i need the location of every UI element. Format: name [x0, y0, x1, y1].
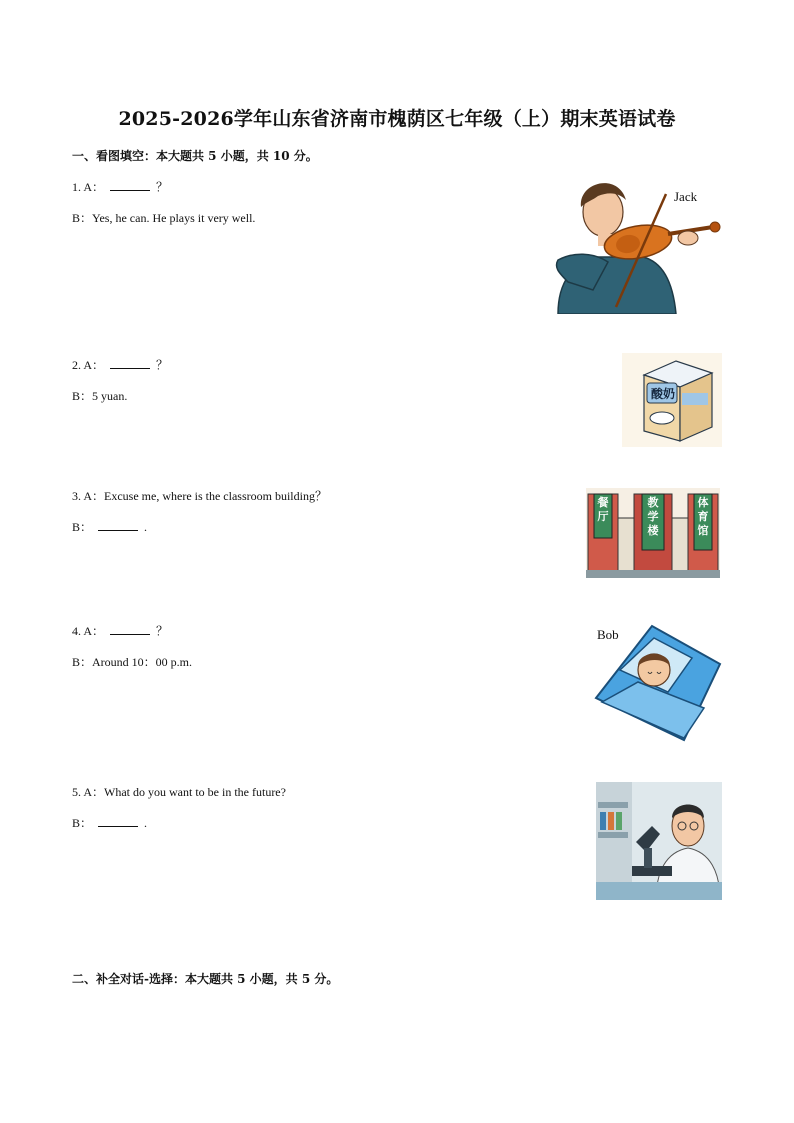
- q4-b-line: [72, 653, 192, 670]
- q3-blank[interactable]: [98, 519, 138, 531]
- section-2-heading: 二、补全对话-选择：本大题共 5 小题，共 5 分。: [72, 972, 339, 986]
- q3-a-line: [72, 487, 327, 504]
- q2-a-line: [72, 356, 168, 373]
- section-1-heading: 一、看图填空：本大题共 5 小题，共 10 分。: [72, 149, 318, 163]
- q2-blank[interactable]: [110, 357, 150, 369]
- q3-b-line: [72, 518, 147, 535]
- q5-blank[interactable]: [98, 815, 138, 827]
- q2-a-prefix: 2. A：: [72, 358, 105, 372]
- q1-b-prefix: B：: [72, 211, 93, 225]
- q4-b-text: Around 10：00 p.m.: [92, 655, 193, 669]
- yogurt-label: 酸奶: [650, 387, 675, 401]
- q4-a-suffix: ？: [156, 624, 169, 638]
- q1-a-line: [72, 178, 168, 195]
- q5-b-suffix: .: [144, 816, 148, 830]
- q5-a-text: What do you want to be in the future?: [104, 785, 286, 799]
- q3-b-suffix: .: [144, 520, 148, 534]
- bob-label: Bob: [597, 627, 619, 642]
- q4-b-prefix: B：: [72, 655, 93, 669]
- gym-label: 体育馆: [697, 496, 709, 537]
- q4-blank[interactable]: [110, 623, 150, 635]
- q3-a-text: Excuse me, where is the classroom building？: [104, 489, 327, 503]
- q2-b-line: [72, 387, 127, 404]
- q2-b-text: 5 yuan.: [92, 389, 128, 403]
- q5-b-line: [72, 814, 147, 831]
- q1-blank[interactable]: [110, 179, 150, 191]
- q1-b-text: Yes, he can. He plays it very well.: [92, 211, 256, 225]
- q4-a-prefix: 4. A：: [72, 624, 105, 638]
- scientist-picture: [596, 782, 722, 900]
- jack-label: Jack: [674, 189, 698, 204]
- q1-b-line: [72, 209, 255, 226]
- canteen-label: 餐厅: [597, 496, 609, 523]
- page-title: 2025-2026学年山东省济南市槐荫区七年级（上）期末英语试卷: [118, 108, 676, 130]
- teaching-building-label: 教学楼: [647, 496, 659, 537]
- q3-a-prefix: 3. A：: [72, 489, 105, 503]
- q3-b-prefix: B：: [72, 520, 93, 534]
- q5-a-prefix: 5. A：: [72, 785, 105, 799]
- q1-a-suffix: ？: [156, 180, 169, 194]
- scientist-illustration: [596, 782, 722, 900]
- q5-b-prefix: B：: [72, 816, 93, 830]
- q2-a-suffix: ？: [156, 358, 169, 372]
- school-buildings-picture: [586, 488, 720, 578]
- yogurt-carton-picture: [622, 353, 722, 447]
- q1-a-prefix: 1. A：: [72, 180, 105, 194]
- q2-b-prefix: B：: [72, 389, 93, 403]
- q5-a-line: [72, 783, 286, 800]
- q4-a-line: [72, 622, 168, 639]
